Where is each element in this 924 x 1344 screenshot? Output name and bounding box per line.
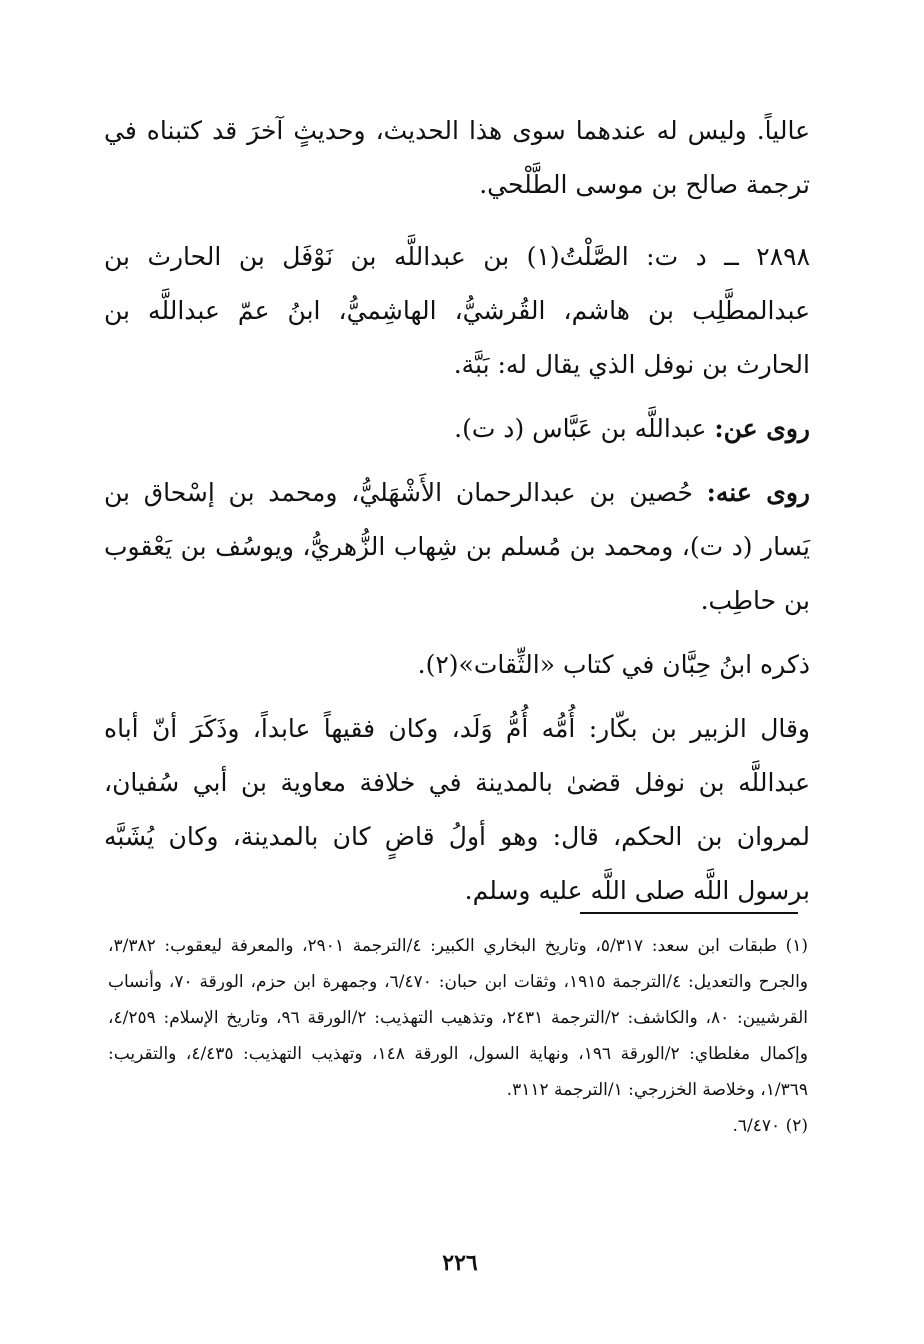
paragraph-narrated-from xyxy=(104,402,810,456)
footnote-2: (٢) ٦/٤٧٠. xyxy=(732,1116,808,1136)
paragraph-ibn-hibban: ذكره ابنُ حِبَّان في كتاب «الثِّقات»(٢). xyxy=(417,650,810,679)
main-text xyxy=(104,104,810,928)
narrated-from-label: روى عن: xyxy=(714,414,810,443)
footnote-divider xyxy=(580,912,798,914)
narrated-from-text: عبداللَّه بن عَبَّاس (د ت). xyxy=(454,414,715,443)
footnote-1: (١) طبقات ابن سعد: ٥/٣١٧، وتاريخ البخاري الكبير: ٤/الترجمة ٢٩٠١، والمعرفة ليعقوب: ٣/٣٨٢، والجرح والتعديل: ٤/الترجمة ١٩١٥، وثقات ابن حبان: ٦/٤٧٠، وجمهرة ابن حزم، الورقة ٧٠، وأنساب القرشيين: ٨٠، والكاشف: ٢/الترجمة ٢٤٣١، وتذهيب التهذيب: ٢/الورقة ٩٦، وتاريخ الإسلام: ٤/٢٥٩، وإكمال مغلطاي: ٢/الورقة ١٩٦، ونهاية السول، الورقة ١٤٨، وتهذيب التهذيب: ٤/٤٣٥، والتقريب: ١/٣٦٩، وخلاصة الخزرجي: ١/الترجمة ٣١١٢. xyxy=(108,936,809,1100)
paragraph-entry-heading: ٢٨٩٨ ــ د ت: الصَّلْتُ(١) بن عبداللَّه بن نَوْفَل بن الحارث بن عبدالمطَّلِب بن هاشم، القُرشيُّ، الهاشِميُّ، ابنُ عمّ عبداللَّه بن الحارث بن نوفل الذي يقال له: بَبَّة. xyxy=(104,242,810,379)
page-number: ٢٢٦ xyxy=(442,1250,478,1276)
paragraph-previous-entry-end: عالياً. وليس له عندهما سوى هذا الحديث، وحديثٍ آخرَ قد كتبناه في ترجمة صالح بن موسى الطَّلْحي. xyxy=(104,116,810,199)
footnotes xyxy=(108,928,808,1144)
paragraph-zubayr: وقال الزبير بن بكّار: أُمُّه أُمُّ وَلَد، وكان فقيهاً عابداً، وذَكَرَ أنّ أباه عبداللَّه بن نوفل قضىٰ بالمدينة في خلافة معاوية بن أبي سُفيان، لمروان بن الحكم، قال: وهو أولُ قاضٍ كان بالمدينة، وكان يُشَبَّه برسول اللَّه صلى اللَّه عليه وسلم. xyxy=(104,714,810,905)
paragraph-narrators xyxy=(104,466,810,628)
narrators-label: روى عنه: xyxy=(706,478,810,507)
narrators-text: حُصين بن عبدالرحمان الأَشْهَليُّ، ومحمد بن إسْحاق بن يَسار (د ت)، ومحمد بن مُسلم بن شِهاب الزُّهريُّ، ويوسُف بن يَعْقوب بن حاطِب. xyxy=(104,478,810,615)
